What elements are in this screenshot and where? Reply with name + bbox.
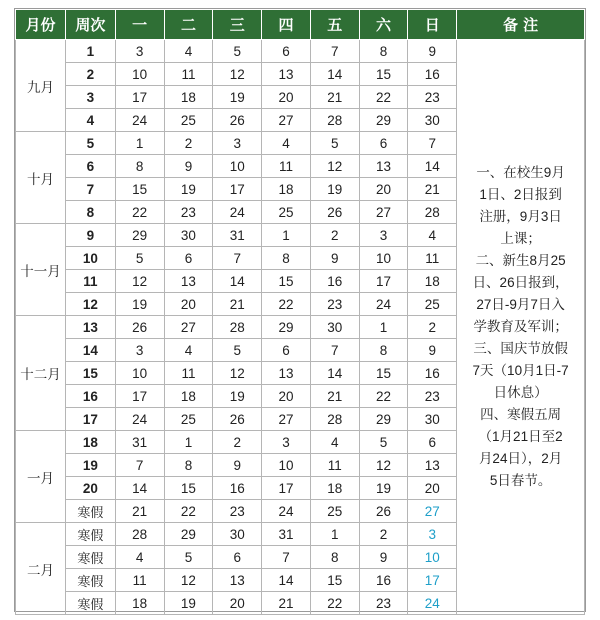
- date-cell: 8: [359, 339, 408, 362]
- date-cell: 25: [164, 109, 213, 132]
- date-cell: 25: [164, 408, 213, 431]
- date-cell: 30: [213, 523, 262, 546]
- week-number: 20: [65, 477, 115, 500]
- date-cell: 18: [115, 592, 164, 615]
- date-cell: 23: [164, 201, 213, 224]
- date-cell: 23: [310, 293, 359, 316]
- date-cell: 16: [310, 270, 359, 293]
- date-cell: 22: [262, 293, 311, 316]
- calendar-table: [15, 9, 585, 615]
- date-cell: 12: [115, 270, 164, 293]
- date-cell: 27: [359, 201, 408, 224]
- date-cell: 6: [262, 339, 311, 362]
- date-cell: 12: [359, 454, 408, 477]
- date-cell-sunday: 16: [408, 63, 457, 86]
- note-line: 27日-9月7日入: [476, 297, 565, 312]
- note-line: 日休息）: [493, 385, 548, 400]
- vacation-week-label: 寒假: [65, 592, 115, 615]
- date-cell: 18: [262, 178, 311, 201]
- date-cell-sunday: 2: [408, 316, 457, 339]
- date-cell: 30: [310, 316, 359, 339]
- header-day-fri: 五: [310, 10, 359, 40]
- date-cell: 26: [359, 500, 408, 523]
- date-cell: 31: [115, 431, 164, 454]
- date-cell-sunday: 23: [408, 86, 457, 109]
- header-row: [16, 10, 585, 40]
- date-cell: 10: [213, 155, 262, 178]
- date-cell: 27: [262, 109, 311, 132]
- date-cell-sunday: 17: [408, 569, 457, 592]
- week-number: 8: [65, 201, 115, 224]
- date-cell: 25: [262, 201, 311, 224]
- date-cell: 22: [359, 385, 408, 408]
- date-cell: 22: [164, 500, 213, 523]
- date-cell: 7: [262, 546, 311, 569]
- date-cell: 2: [310, 224, 359, 247]
- date-cell-sunday: 10: [408, 546, 457, 569]
- week-number: 5: [65, 132, 115, 155]
- week-number: 10: [65, 247, 115, 270]
- date-cell-sunday: 11: [408, 247, 457, 270]
- vacation-week-label: 寒假: [65, 523, 115, 546]
- week-number: 17: [65, 408, 115, 431]
- note-line: 1日、2日报到: [479, 187, 562, 202]
- date-cell: 3: [115, 40, 164, 63]
- date-cell-sunday: 3: [408, 523, 457, 546]
- date-cell: 10: [115, 63, 164, 86]
- date-cell: 3: [359, 224, 408, 247]
- date-cell: 15: [115, 178, 164, 201]
- date-cell: 11: [115, 569, 164, 592]
- date-cell: 10: [115, 362, 164, 385]
- date-cell-sunday: 7: [408, 132, 457, 155]
- date-cell: 9: [164, 155, 213, 178]
- month-label: 九月: [16, 40, 66, 132]
- header-month: 月份: [16, 10, 66, 40]
- date-cell: 9: [213, 454, 262, 477]
- date-cell: 19: [164, 592, 213, 615]
- date-cell: 22: [115, 201, 164, 224]
- date-cell: 12: [310, 155, 359, 178]
- date-cell: 16: [359, 569, 408, 592]
- date-cell: 1: [262, 224, 311, 247]
- date-cell: 29: [359, 109, 408, 132]
- date-cell: 19: [164, 178, 213, 201]
- date-cell: 13: [262, 362, 311, 385]
- note-line: 5日春节。: [489, 473, 552, 488]
- date-cell: 4: [164, 339, 213, 362]
- header-day-thu: 四: [262, 10, 311, 40]
- week-number: 9: [65, 224, 115, 247]
- date-cell: 19: [359, 477, 408, 500]
- date-cell: 29: [164, 523, 213, 546]
- date-cell: 17: [115, 86, 164, 109]
- date-cell: 23: [359, 592, 408, 615]
- date-cell: 28: [310, 408, 359, 431]
- date-cell: 4: [262, 132, 311, 155]
- date-cell-sunday: 4: [408, 224, 457, 247]
- date-cell: 6: [262, 40, 311, 63]
- date-cell: 21: [115, 500, 164, 523]
- header-day-wed: 三: [213, 10, 262, 40]
- note-line: 月24日），2月: [478, 451, 563, 466]
- month-label: 十二月: [16, 316, 66, 431]
- date-cell: 19: [213, 385, 262, 408]
- date-cell: 20: [359, 178, 408, 201]
- date-cell-sunday: 25: [408, 293, 457, 316]
- date-cell: 26: [115, 316, 164, 339]
- date-cell: 28: [310, 109, 359, 132]
- week-number: 6: [65, 155, 115, 178]
- date-cell: 19: [115, 293, 164, 316]
- note-line: （1月21日至2: [478, 429, 563, 444]
- date-cell: 10: [262, 454, 311, 477]
- week-number: 4: [65, 109, 115, 132]
- note-line: 二、新生8月25: [475, 253, 566, 268]
- month-label: 十月: [16, 132, 66, 224]
- header-notes: 备 注: [457, 10, 585, 40]
- date-cell: 15: [262, 270, 311, 293]
- date-cell-sunday: 30: [408, 408, 457, 431]
- date-cell: 29: [359, 408, 408, 431]
- date-cell: 18: [164, 385, 213, 408]
- note-line: 四、寒假五周: [480, 407, 562, 422]
- date-cell-sunday: 30: [408, 109, 457, 132]
- date-cell-sunday: 24: [408, 592, 457, 615]
- date-cell: 26: [213, 408, 262, 431]
- date-cell: 21: [310, 86, 359, 109]
- date-cell: 12: [213, 362, 262, 385]
- week-number: 14: [65, 339, 115, 362]
- week-number: 18: [65, 431, 115, 454]
- date-cell: 31: [262, 523, 311, 546]
- week-number: 15: [65, 362, 115, 385]
- date-cell: 5: [213, 339, 262, 362]
- date-cell: 14: [213, 270, 262, 293]
- date-cell-sunday: 28: [408, 201, 457, 224]
- date-cell: 24: [359, 293, 408, 316]
- date-cell: 1: [164, 431, 213, 454]
- week-row: [16, 40, 585, 63]
- date-cell: 21: [213, 293, 262, 316]
- date-cell: 13: [262, 63, 311, 86]
- date-cell: 12: [164, 569, 213, 592]
- school-calendar: [14, 8, 586, 612]
- date-cell: 3: [213, 132, 262, 155]
- week-number: 12: [65, 293, 115, 316]
- week-number: 19: [65, 454, 115, 477]
- date-cell: 16: [213, 477, 262, 500]
- date-cell: 15: [164, 477, 213, 500]
- date-cell: 4: [310, 431, 359, 454]
- note-line: 上课；: [500, 231, 541, 246]
- date-cell: 27: [164, 316, 213, 339]
- date-cell: 28: [213, 316, 262, 339]
- date-cell: 24: [262, 500, 311, 523]
- date-cell: 26: [310, 201, 359, 224]
- date-cell-sunday: 9: [408, 339, 457, 362]
- month-label: 二月: [16, 523, 66, 615]
- header-day-sat: 六: [359, 10, 408, 40]
- date-cell: 12: [213, 63, 262, 86]
- date-cell: 2: [164, 132, 213, 155]
- header-day-mon: 一: [115, 10, 164, 40]
- date-cell-sunday: 18: [408, 270, 457, 293]
- date-cell: 11: [164, 63, 213, 86]
- date-cell: 19: [310, 178, 359, 201]
- date-cell: 9: [310, 247, 359, 270]
- month-label: 十一月: [16, 224, 66, 316]
- date-cell: 6: [213, 546, 262, 569]
- note-line: 学教育及军训；: [473, 319, 568, 334]
- date-cell: 7: [115, 454, 164, 477]
- date-cell: 17: [115, 385, 164, 408]
- date-cell: 11: [262, 155, 311, 178]
- vacation-week-label: 寒假: [65, 569, 115, 592]
- date-cell-sunday: 16: [408, 362, 457, 385]
- date-cell: 22: [359, 86, 408, 109]
- date-cell: 17: [262, 477, 311, 500]
- date-cell-sunday: 13: [408, 454, 457, 477]
- date-cell: 11: [310, 454, 359, 477]
- date-cell: 26: [213, 109, 262, 132]
- date-cell: 13: [359, 155, 408, 178]
- date-cell: 1: [115, 132, 164, 155]
- date-cell: 25: [310, 500, 359, 523]
- date-cell: 14: [115, 477, 164, 500]
- header-day-tue: 二: [164, 10, 213, 40]
- date-cell: 6: [359, 132, 408, 155]
- note-line: 7天（10月1日-7: [472, 363, 569, 378]
- date-cell: 7: [213, 247, 262, 270]
- vacation-week-label: 寒假: [65, 546, 115, 569]
- date-cell: 3: [115, 339, 164, 362]
- header-week: 周次: [65, 10, 115, 40]
- date-cell: 7: [310, 40, 359, 63]
- date-cell: 31: [213, 224, 262, 247]
- date-cell: 15: [359, 63, 408, 86]
- date-cell: 20: [262, 86, 311, 109]
- date-cell: 8: [115, 155, 164, 178]
- date-cell: 15: [359, 362, 408, 385]
- month-label: 一月: [16, 431, 66, 523]
- note-line: 日、26日报到，: [472, 275, 569, 290]
- date-cell: 17: [213, 178, 262, 201]
- date-cell: 13: [164, 270, 213, 293]
- date-cell: 5: [359, 431, 408, 454]
- date-cell: 5: [115, 247, 164, 270]
- note-line: 一、在校生9月: [476, 165, 565, 180]
- date-cell: 24: [115, 408, 164, 431]
- week-number: 1: [65, 40, 115, 63]
- date-cell: 5: [213, 40, 262, 63]
- date-cell: 28: [115, 523, 164, 546]
- date-cell: 9: [359, 546, 408, 569]
- date-cell: 5: [310, 132, 359, 155]
- date-cell: 18: [310, 477, 359, 500]
- week-number: 2: [65, 63, 115, 86]
- date-cell-sunday: 27: [408, 500, 457, 523]
- date-cell-sunday: 21: [408, 178, 457, 201]
- date-cell: 8: [359, 40, 408, 63]
- date-cell: 4: [115, 546, 164, 569]
- date-cell: 14: [310, 362, 359, 385]
- date-cell-sunday: 14: [408, 155, 457, 178]
- date-cell: 8: [310, 546, 359, 569]
- date-cell-sunday: 20: [408, 477, 457, 500]
- week-number: 3: [65, 86, 115, 109]
- date-cell: 15: [310, 569, 359, 592]
- note-line: 三、国庆节放假: [473, 341, 568, 356]
- date-cell: 30: [164, 224, 213, 247]
- note-line: 注册，9月3日: [479, 209, 562, 224]
- date-cell: 22: [310, 592, 359, 615]
- date-cell: 18: [164, 86, 213, 109]
- date-cell: 19: [213, 86, 262, 109]
- date-cell: 1: [359, 316, 408, 339]
- date-cell: 8: [262, 247, 311, 270]
- date-cell: 10: [359, 247, 408, 270]
- date-cell: 1: [310, 523, 359, 546]
- week-number: 13: [65, 316, 115, 339]
- date-cell: 29: [115, 224, 164, 247]
- header-day-sun: 日: [408, 10, 457, 40]
- date-cell: 14: [262, 569, 311, 592]
- date-cell: 6: [164, 247, 213, 270]
- date-cell: 24: [213, 201, 262, 224]
- date-cell: 4: [164, 40, 213, 63]
- date-cell: 20: [213, 592, 262, 615]
- date-cell-sunday: 9: [408, 40, 457, 63]
- vacation-week-label: 寒假: [65, 500, 115, 523]
- date-cell: 27: [262, 408, 311, 431]
- date-cell: 3: [262, 431, 311, 454]
- date-cell: 2: [359, 523, 408, 546]
- date-cell: 13: [213, 569, 262, 592]
- notes-panel: [457, 40, 585, 615]
- date-cell-sunday: 23: [408, 385, 457, 408]
- date-cell: 21: [310, 385, 359, 408]
- date-cell: 20: [164, 293, 213, 316]
- date-cell: 29: [262, 316, 311, 339]
- week-number: 11: [65, 270, 115, 293]
- date-cell: 17: [359, 270, 408, 293]
- date-cell: 5: [164, 546, 213, 569]
- date-cell: 20: [262, 385, 311, 408]
- date-cell: 2: [213, 431, 262, 454]
- date-cell: 24: [115, 109, 164, 132]
- date-cell: 11: [164, 362, 213, 385]
- date-cell: 21: [262, 592, 311, 615]
- week-number: 16: [65, 385, 115, 408]
- date-cell: 23: [213, 500, 262, 523]
- date-cell-sunday: 6: [408, 431, 457, 454]
- date-cell: 8: [164, 454, 213, 477]
- date-cell: 7: [310, 339, 359, 362]
- week-number: 7: [65, 178, 115, 201]
- date-cell: 14: [310, 63, 359, 86]
